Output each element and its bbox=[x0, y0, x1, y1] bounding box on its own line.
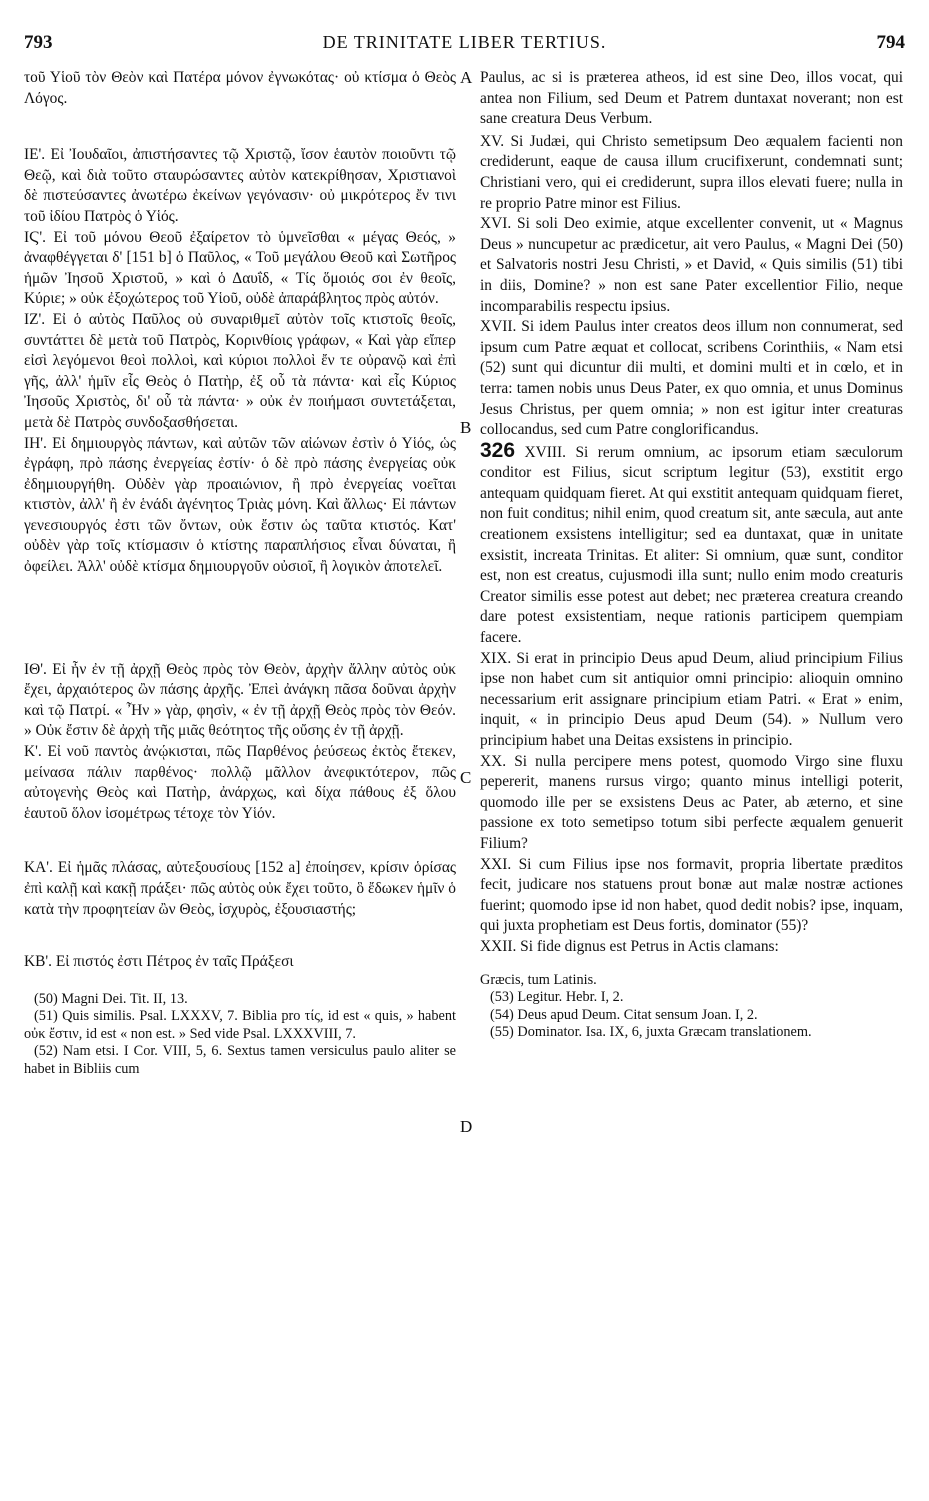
footnote-continuation: Græcis, tum Latinis. bbox=[480, 971, 597, 988]
latin-paragraph-18 bbox=[480, 438, 903, 649]
section-marker-c: C bbox=[460, 768, 472, 787]
latin-paragraph-continuation: Paulus, ac si is præterea atheos, id est sine Deo, illos vocat, qui antea non Filium, sed Deum et Patrem duntaxat noverant; non est sane creatura Deus Verbum. bbox=[480, 69, 903, 128]
latin-paragraph-22: XXII. Si fide dignus est Petrus in Actis clamans: bbox=[480, 937, 779, 955]
latin-paragraph-15: XV. Si Judæi, qui Christo semetipsum Deo æqualem facienti non crediderunt, eaque de causa illum crucifixerunt, condemnati sunt; Christiani vero, qui ei crediderunt, supra illos elevati fuere; nulla in re proprio Patre minor est Filius. bbox=[480, 132, 903, 212]
greek-paragraph-22: ΚΒ'. Εἰ πιστός ἐστι Πέτρος ἐν ταῖς Πράξεσι bbox=[24, 953, 294, 971]
greek-paragraph-15: ΙΕ'. Εἰ Ἰουδαῖοι, ἀπιστήσαντες τῷ Χριστῷ, ἴσον ἑαυτὸν ποιοῦντι τῷ Θεῷ, καὶ διὰ τοῦτο σταυρώσαντες αὐτὸν κατεκρίθησαν, Χριστιανοὶ δὲ πιστεύσαντες ἀνωτέρω ἐκείνων γεγόνασιν· οὐ μικρότερος ἔν τινι τοῦ ἰδίου Πατρὸς ὁ Υἱός. bbox=[24, 146, 456, 225]
footnote-55: (55) Dominator. Isa. IX, 6, juxta Græcam translationem. bbox=[490, 1024, 812, 1041]
latin-paragraph-17: XVII. Si idem Paulus inter creatos deos illum non connumerat, sed ipsum cum Patre æquat et collocat, scribens Corinthiis, « Nam etsi (52) sunt qui dicuntur dii multi, et domini multi et in cœlo, et in terra: tamen nobis unus Deus Pater, ex quo omnia, et unus Dominus Jesus Christus, per quem omnia; » non est igitur inter creaturas collocandus, sed cum Patre conglorificandus. bbox=[480, 318, 903, 439]
latin-column bbox=[480, 68, 903, 1042]
greek-paragraph-17: ΙΖ'. Εἰ ὁ αὐτὸς Παῦλος οὐ συναριθμεῖ αὐτὸν τοῖς κτιστοῖς θεοῖς, συντάττει δὲ μετὰ τοῦ Πατρὸς, Κορινθίοις γράφων, « Καὶ γὰρ εἴπερ εἰσὶ λεγόμενοι θεοὶ πολλοὶ, καὶ κύριοι πολλοὶ ἔν τε οὐρανῷ καὶ ἐπὶ γῆς, ἀλλ' ἡμῖν εἷς Θεὸς ὁ Πατὴρ, ἐξ οὗ τὰ πάντα· καὶ εἷς Κύριος Ἰησοῦς Χριστὸς, δι' οὗ τὰ πάντα· » οὐκ ἐν ποιήμασι συντετάξεται, μετὰ δὲ Πατρὸς συνδοξασθήσεται. bbox=[24, 310, 456, 431]
latin-paragraph-20: XX. Si nulla percipere mens potest, quomodo Virgo sine fluxu pepererit, manens rursus virgo; quanto minus intelligi poterit, quomodo ille per se exsistens Deus ac Pater, ab æterno, et sine passione ex toto semetipso totum sibi perfecte æqualem genuerit Filium? bbox=[480, 752, 903, 852]
footnote-51: (51) Quis similis. Psal. LXXXV, 7. Biblia pro τίς, id est « quis, » habent οὐκ ἔστιν, id est « non est. » Sed vide Psal. LXXXVIII, 7. bbox=[24, 1008, 456, 1042]
greek-paragraph-21: ΚΑ'. Εἰ ἡμᾶς πλάσας, αὐτεξουσίους [152 a] ἐποίησεν, κρίσιν ὁρίσας ἐπὶ καλῇ καὶ κακῇ πράξει· πῶς αὐτὸς οὐκ ἔχει τοῦτο, ὃ ἔδωκεν ἡμῖν ὁ κατὰ τὴν προφητείαν ὢν Θεὸς, ἰσχυρὸς, ἐξουσιαστής; bbox=[24, 859, 456, 918]
greek-paragraph-18: ΙΗ'. Εἰ δημιουργὸς πάντων, καὶ αὐτῶν τῶν αἰώνων ἐστὶν ὁ Υἱός, ὡς ἐγράφη, πρὸ πάσης ἐνεργείας ἐστίν· ὁ δὲ πρὸ πάσης ἐνεργείας οὐκ ἐδημιουργήθη. Οὐδὲν γὰρ προαιώνιον, ἢ πρὸ ἐνεργείας νοεῖται κτιστὸν, ἀλλ' ἢ ἐν ἑνάδι ἀγένητος Τριὰς μόνη. Καὶ ἄλλως· Εἰ πάντων γενεσιουργός ἐστι τῶν ὄντων, οὐκ ἔστιν ὡς ταῦτα κτιστός. Κατ' οὐδὲν γὰρ τοῖς κτίσμασιν ὁ κτίστης παραπλήσιος εἶναι δύναται, ἢ ὀφείλει. Ἀλλ' οὐδὲ κτίσμα δημιουργοῦν οὐσιοῖ, ἢ λογικὸν ἀποτελεῖ. bbox=[24, 434, 456, 576]
running-title: DE TRINITATE LIBER TERTIUS. bbox=[322, 32, 607, 52]
running-header bbox=[24, 32, 905, 62]
section-marker-d: D bbox=[460, 1117, 473, 1136]
latin-paragraph-19: XIX. Si erat in principio Deus apud Deum, aliud principium Filius ipse non habet cum sit antiquior omni principio: alioquin omnino necessarium erit assignare principium etiam Patri. « Erat » enim, inquit, « in principio Deus apud Deum (54). » Nullum vero principium habet una Deitas exsistens in principio. bbox=[480, 649, 903, 749]
footnote-52: (52) Nam etsi. I Cor. VIII, 5, 6. Sextus tamen versiculus paulo aliter se habet in Bibliis cum bbox=[24, 1043, 456, 1077]
column-number-badge: 326 bbox=[480, 438, 516, 462]
latin-paragraph-16: XVI. Si soli Deo eximie, atque excellenter convenit, ut « Magnus Deus » nuncupetur ac prædicetur, ait vero Paulus, « Magni Dei (50) et Salvatoris nostri Jesu Christi, » et David, « Quis similis (51) tibi in diis, Domine? » non est sane Pater excellentior Filio, neque incomparabilis respectu ipsius. bbox=[480, 215, 903, 315]
latin-paragraph-18-text: XVIII. Si rerum omnium, ac ipsorum etiam sæculorum conditor est Filius, sicut scriptum legitur (53), exstitit ergo antequam quidquam fieret. At qui exstitit antequam quidquam fieret, non fuit conditus; nihil enim, quod creatum sit, ante sæcula, aut ante creationem exsistens intelligitur; sed ea duntaxat, quæ in unitate exsistit, increata Trinitas. Et aliter: Si omnium, quæ sunt, conditor est, non est creatus, cujusmodi illa sunt; nullo enim modo creaturis Creator similis esse potest aut debet; nec præterea creatura creando dare potest exsistentiam, neque rationis participem quempiam facere. bbox=[480, 443, 903, 647]
greek-paragraph-16: ΙϚ'. Εἰ τοῦ μόνου Θεοῦ ἐξαίρετον τὸ ὑμνεῖσθαι « μέγας Θεός, » ἀναφθέγγεται δ' [151 b] ὁ Παῦλος, « Τοῦ μεγάλου Θεοῦ καὶ Σωτῆρος ἡμῶν Ἰησοῦ Χριστοῦ, » καὶ ὁ Δαυΐδ, « Τίς ὅμοιός σοι ἐν θεοῖς, Κύριε; » οὐκ ἐξοχώτερος τοῦ Υἱοῦ, οὐδὲ ἀπαράβλητος πρὸς αὐτόν. bbox=[24, 228, 456, 308]
greek-paragraph-19: ΙΘ'. Εἰ ἦν ἐν τῇ ἀρχῇ Θεὸς πρὸς τὸν Θεὸν, ἀρχὴν ἄλλην αὐτὸς οὐκ ἔχει, ἀρχαιότερος ὢν πάσης ἀρχῆς. Ἐπεὶ ἀνάγκη πᾶσα δοῦναι ἀρχὴν καὶ τῷ Πατρί. « Ἦν » γὰρ, φησὶν, « ἐν τῇ ἀρχῇ Θεὸς πρὸς τὸν Θεόν. » Οὐκ ἔστιν δὲ ἀρχὴ τῆς μιᾶς θεότητος τῆς οὔσης ἐν τῇ ἀρχῇ. bbox=[24, 660, 456, 740]
greek-column bbox=[24, 68, 456, 1078]
greek-paragraph-continuation: τοῦ Υἱοῦ τὸν Θεὸν καὶ Πατέρα μόνον ἐγνωκότας· οὐ κτίσμα ὁ Θεὸς Λόγος. bbox=[24, 69, 456, 107]
footnote-50: (50) Magni Dei. Tit. II, 13. bbox=[34, 990, 188, 1007]
footnotes-right bbox=[480, 972, 903, 1042]
greek-paragraph-20: Κ'. Εἰ νοῦ παντὸς ἀνῴκισται, πῶς Παρθένος ῥεύσεως ἐκτὸς ἔτεκεν, μείνασα πάλιν παρθένος· πολλῷ μᾶλλον ἀνεφικτότερον, πῶς αὐτογενὴς Θεὸς καὶ Πατὴρ, ἀνάρχως, καὶ δίχα πάθους ἐξ ὅλου ἑαυτοῦ ὅλον ἰσομέτρως τέτοχε τὸν Υἱόν. bbox=[24, 743, 456, 822]
page-number-left: 793 bbox=[24, 32, 53, 53]
section-marker-b: B bbox=[460, 418, 472, 437]
footnotes-left bbox=[24, 991, 456, 1079]
page-number-right: 794 bbox=[876, 32, 905, 53]
footnote-53: (53) Legitur. Hebr. I, 2. bbox=[490, 989, 624, 1006]
section-marker-a: A bbox=[460, 68, 473, 87]
latin-paragraph-21: XXI. Si cum Filius ipse nos formavit, propria libertate præditos fecit, judicare nos statuens prout bonæ aut malæ nostræ actiones fuerint; quomodo ipse id non habet, quod dedit nobis? ipse, inquam, qui juxta prophetiam est Deus fortis, dominator (55)? bbox=[480, 855, 903, 935]
footnote-54: (54) Deus apud Deum. Citat sensum Joan. I, 2. bbox=[490, 1006, 758, 1023]
